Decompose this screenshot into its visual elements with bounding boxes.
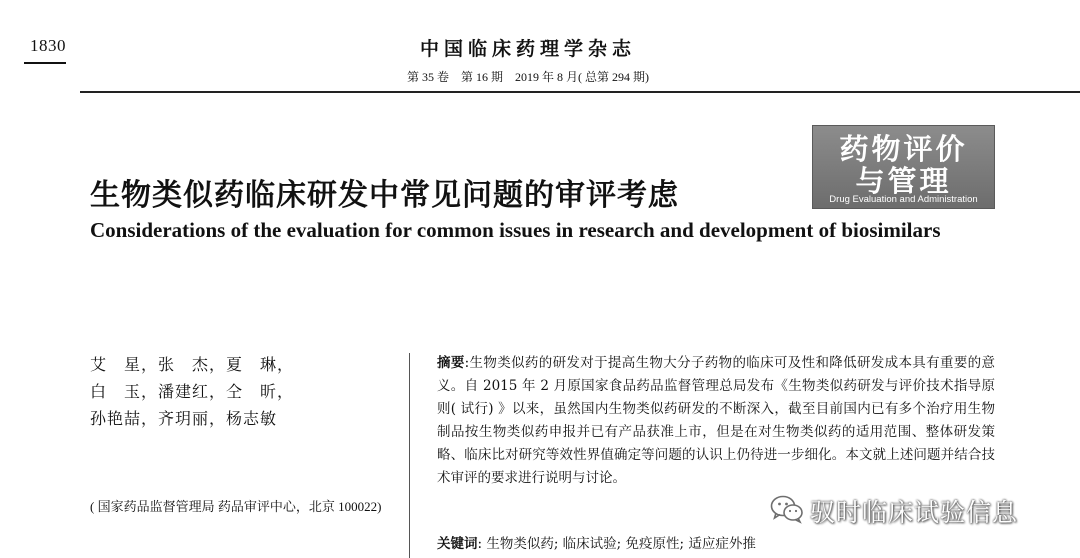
keywords-text: : 生物类似药; 临床试验; 免疫原性; 适应症外推 [477, 536, 756, 552]
author-line: 白 玉，潘建红，仝 昕， [90, 382, 295, 401]
column-logo-line1: 药物评价 [839, 132, 968, 166]
page-number-underline [24, 62, 66, 64]
keywords-label: 关键词 [437, 536, 478, 552]
wechat-icon [770, 494, 804, 528]
column-divider [409, 353, 410, 558]
keywords [437, 533, 995, 556]
author-list [90, 351, 390, 432]
issue-info: 第 35 卷 第 16 期 2019 年 8 月( 总第 294 期) [407, 70, 649, 84]
watermark [770, 494, 1018, 528]
affiliation: ( 国家药品监督管理局 药品审评中心，北京 100022) [90, 499, 382, 514]
article-title-cn: 生物类似药临床研发中常见问题的审评考虑 [90, 178, 679, 213]
page-number: 1830 [30, 36, 66, 55]
column-logo-line2: 与管理 [855, 164, 952, 198]
journal-title: 中国临床药理学杂志 [420, 38, 637, 60]
column-logo-subtitle: Drug Evaluation and Administration [829, 194, 978, 205]
author-line: 孙艳喆，齐玥丽，杨志敏 [90, 409, 278, 428]
abstract [437, 352, 995, 490]
abstract-label: 摘要 [437, 355, 465, 371]
watermark-text: 驭时临床试验信息 [810, 498, 1019, 527]
column-logo [812, 125, 995, 209]
abstract-text: :生物类似药的研发对于提高生物大分子药物的临床可及性和降低研发成本具有重要的意义。自 2015 年 2 月原国家食品药品监督管理总局发布《生物类似药研发与评价技术指导原则( 试行) 》以来，虽然国内生物类似药研发的不断深入，截至目前国内已有多个治疗用生物制品按生物类似药申报并已有产品获准上市，但是在对生物类似药的适用范围、整体研发策略、临床比对研究等效性界值确定等问题的认识上仍待进一步细化。本文就上述问题并结合技术审评的要求进行说明与讨论。 [437, 355, 995, 486]
header-rule [80, 91, 1080, 93]
author-line: 艾 星，张 杰，夏 琳， [90, 355, 295, 374]
article-title-en: Considerations of the evaluation for common issues in research and development of biosimilars [90, 218, 941, 242]
